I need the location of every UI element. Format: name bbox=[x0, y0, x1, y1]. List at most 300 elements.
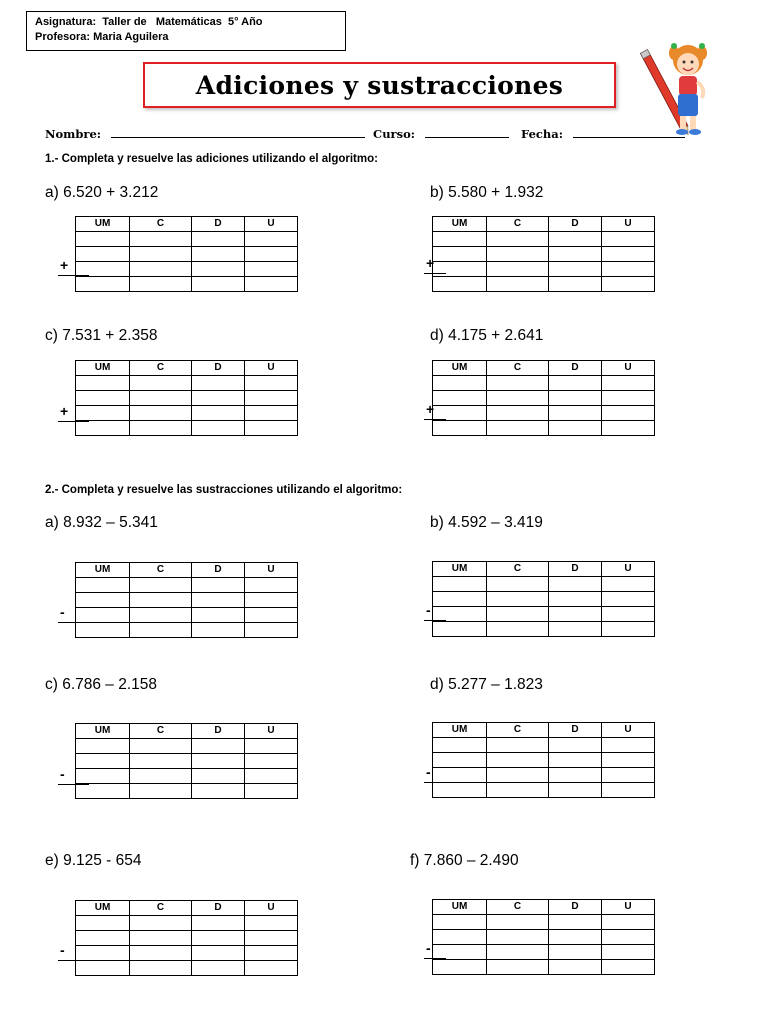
grid-header-cell: UM bbox=[433, 723, 487, 738]
place-value-grid bbox=[75, 360, 298, 436]
grid-cell[interactable] bbox=[192, 262, 245, 277]
grid-header-cell: C bbox=[130, 361, 192, 376]
grid-row bbox=[433, 945, 655, 960]
operation-sign: - bbox=[426, 764, 431, 780]
grid-cell[interactable] bbox=[245, 784, 298, 799]
sum-line bbox=[58, 784, 89, 785]
grid-cell[interactable] bbox=[76, 916, 130, 931]
grid-cell[interactable] bbox=[245, 232, 298, 247]
grid-row bbox=[76, 739, 298, 754]
header-info-box bbox=[26, 11, 346, 51]
grid-cell[interactable] bbox=[549, 406, 602, 421]
grid-cell[interactable] bbox=[245, 277, 298, 292]
grid-cell[interactable] bbox=[487, 406, 549, 421]
grid-cell[interactable] bbox=[130, 578, 192, 593]
operation-sign: - bbox=[60, 766, 65, 782]
grid-header-cell: UM bbox=[433, 900, 487, 915]
grid-cell[interactable] bbox=[130, 739, 192, 754]
grid-cell[interactable] bbox=[192, 608, 245, 623]
grid-cell[interactable] bbox=[192, 754, 245, 769]
grid-cell[interactable] bbox=[76, 623, 130, 638]
grid-cell[interactable] bbox=[487, 768, 549, 783]
grid-cell[interactable] bbox=[602, 577, 655, 592]
grid-row bbox=[433, 262, 655, 277]
grid-header-cell: UM bbox=[433, 361, 487, 376]
grid-cell[interactable] bbox=[487, 247, 549, 262]
grid-cell[interactable] bbox=[487, 277, 549, 292]
grid-cell[interactable] bbox=[487, 577, 549, 592]
grid-cell[interactable] bbox=[76, 593, 130, 608]
grid-row bbox=[76, 421, 298, 436]
grid-header-cell: D bbox=[549, 217, 602, 232]
exercise-label: f) 7.860 – 2.490 bbox=[410, 852, 519, 869]
grid-cell[interactable] bbox=[192, 961, 245, 976]
grid-cell[interactable] bbox=[549, 592, 602, 607]
grid-cell[interactable] bbox=[245, 608, 298, 623]
grid-row bbox=[76, 754, 298, 769]
grid-cell[interactable] bbox=[549, 247, 602, 262]
place-value-grid bbox=[432, 216, 655, 292]
grid-cell[interactable] bbox=[245, 769, 298, 784]
grid-row bbox=[76, 262, 298, 277]
grid-cell[interactable] bbox=[602, 768, 655, 783]
grid-row bbox=[433, 376, 655, 391]
grid-cell[interactable] bbox=[76, 247, 130, 262]
grid-header-row bbox=[433, 562, 655, 577]
grid-header-cell: UM bbox=[76, 217, 130, 232]
grid-cell[interactable] bbox=[433, 960, 487, 975]
grid-header-cell: UM bbox=[76, 724, 130, 739]
grid-header-cell: U bbox=[602, 361, 655, 376]
grid-cell[interactable] bbox=[549, 622, 602, 637]
exercise-label: d) 4.175 + 2.641 bbox=[430, 327, 544, 344]
grid-cell[interactable] bbox=[487, 960, 549, 975]
grid-cell[interactable] bbox=[549, 421, 602, 436]
grid-row bbox=[76, 406, 298, 421]
grid-cell[interactable] bbox=[76, 754, 130, 769]
grid-header-cell: C bbox=[130, 217, 192, 232]
grid-cell[interactable] bbox=[487, 930, 549, 945]
operation-sign: - bbox=[60, 942, 65, 958]
grid-cell[interactable] bbox=[130, 623, 192, 638]
page-title: Adiciones y sustracciones bbox=[195, 70, 564, 100]
place-value-grid bbox=[432, 899, 655, 975]
grid-cell[interactable] bbox=[245, 931, 298, 946]
grid-header-cell: U bbox=[602, 562, 655, 577]
grid-cell[interactable] bbox=[245, 946, 298, 961]
grid-cell[interactable] bbox=[549, 768, 602, 783]
grid-row bbox=[433, 930, 655, 945]
grid-cell[interactable] bbox=[602, 421, 655, 436]
grid-cell[interactable] bbox=[487, 421, 549, 436]
grid-cell[interactable] bbox=[602, 915, 655, 930]
grid-cell[interactable] bbox=[245, 262, 298, 277]
grid-cell[interactable] bbox=[192, 376, 245, 391]
grid-cell[interactable] bbox=[433, 753, 487, 768]
grid-row bbox=[433, 592, 655, 607]
grid-header-row bbox=[433, 217, 655, 232]
grid-cell[interactable] bbox=[487, 915, 549, 930]
grid-cell[interactable] bbox=[192, 578, 245, 593]
grid-cell[interactable] bbox=[192, 593, 245, 608]
operation-sign: - bbox=[426, 940, 431, 956]
grid-cell[interactable] bbox=[130, 232, 192, 247]
girl-with-pencil-illustration bbox=[636, 38, 716, 138]
grid-cell[interactable] bbox=[602, 960, 655, 975]
grid-row bbox=[76, 608, 298, 623]
operation-sign: + bbox=[60, 403, 69, 419]
grid-cell[interactable] bbox=[487, 391, 549, 406]
grid-cell[interactable] bbox=[192, 946, 245, 961]
grid-cell[interactable] bbox=[130, 376, 192, 391]
grid-cell[interactable] bbox=[549, 930, 602, 945]
grid-cell[interactable] bbox=[602, 945, 655, 960]
grid-row bbox=[76, 391, 298, 406]
grid-cell[interactable] bbox=[130, 391, 192, 406]
grid-header-cell: U bbox=[602, 900, 655, 915]
grid-cell[interactable] bbox=[76, 391, 130, 406]
grid-cell[interactable] bbox=[76, 961, 130, 976]
grid-cell[interactable] bbox=[433, 262, 487, 277]
grid-cell[interactable] bbox=[130, 754, 192, 769]
grid-row bbox=[76, 769, 298, 784]
grid-header-cell: C bbox=[130, 901, 192, 916]
grid-cell[interactable] bbox=[130, 916, 192, 931]
place-value-grid bbox=[432, 722, 655, 798]
grid-cell[interactable] bbox=[487, 232, 549, 247]
grid-cell[interactable] bbox=[192, 769, 245, 784]
grid-cell[interactable] bbox=[192, 421, 245, 436]
grid-cell[interactable] bbox=[487, 607, 549, 622]
grid-cell[interactable] bbox=[76, 376, 130, 391]
grid-header-cell: C bbox=[487, 217, 549, 232]
date-label: Fecha: bbox=[521, 127, 563, 141]
grid-cell[interactable] bbox=[549, 577, 602, 592]
grid-cell[interactable] bbox=[602, 592, 655, 607]
name-label: Nombre: bbox=[45, 127, 102, 141]
grid-header-cell: U bbox=[245, 563, 298, 578]
grid-cell[interactable] bbox=[433, 247, 487, 262]
operation-sign: - bbox=[426, 602, 431, 618]
grid-cell[interactable] bbox=[192, 247, 245, 262]
grid-cell[interactable] bbox=[549, 607, 602, 622]
grid-row bbox=[433, 622, 655, 637]
grid-header-cell: D bbox=[549, 361, 602, 376]
grid-cell[interactable] bbox=[433, 592, 487, 607]
student-fields bbox=[45, 126, 685, 141]
exercise-label: d) 5.277 – 1.823 bbox=[430, 676, 543, 693]
grid-cell[interactable] bbox=[602, 277, 655, 292]
grid-cell[interactable] bbox=[192, 739, 245, 754]
grid-header-cell: UM bbox=[76, 563, 130, 578]
sum-line bbox=[58, 421, 89, 422]
sum-line bbox=[424, 273, 446, 274]
grid-cell[interactable] bbox=[487, 945, 549, 960]
grid-cell[interactable] bbox=[192, 406, 245, 421]
grid-row bbox=[76, 961, 298, 976]
grid-row bbox=[433, 768, 655, 783]
grid-header-row bbox=[76, 361, 298, 376]
grid-cell[interactable] bbox=[487, 622, 549, 637]
grid-cell[interactable] bbox=[245, 754, 298, 769]
grid-cell[interactable] bbox=[602, 607, 655, 622]
grid-header-cell: C bbox=[130, 724, 192, 739]
grid-cell[interactable] bbox=[76, 931, 130, 946]
grid-cell[interactable] bbox=[602, 406, 655, 421]
grid-header-cell: D bbox=[549, 900, 602, 915]
grid-header-cell: D bbox=[192, 901, 245, 916]
grid-cell[interactable] bbox=[76, 784, 130, 799]
grid-row bbox=[433, 607, 655, 622]
grid-cell[interactable] bbox=[192, 784, 245, 799]
grid-cell[interactable] bbox=[602, 753, 655, 768]
grid-cell[interactable] bbox=[549, 915, 602, 930]
grid-cell[interactable] bbox=[130, 931, 192, 946]
operation-sign: + bbox=[426, 401, 435, 417]
grid-cell[interactable] bbox=[602, 738, 655, 753]
grid-cell[interactable] bbox=[130, 421, 192, 436]
grid-header-row bbox=[433, 723, 655, 738]
exercise-label: b) 5.580 + 1.932 bbox=[430, 184, 544, 201]
grid-header-row bbox=[76, 724, 298, 739]
grid-cell[interactable] bbox=[245, 578, 298, 593]
grid-header-cell: UM bbox=[433, 217, 487, 232]
course-field[interactable] bbox=[425, 126, 509, 138]
grid-cell[interactable] bbox=[245, 739, 298, 754]
grid-cell[interactable] bbox=[549, 376, 602, 391]
grid-cell[interactable] bbox=[130, 262, 192, 277]
grid-cell[interactable] bbox=[192, 623, 245, 638]
grid-row bbox=[433, 783, 655, 798]
grid-cell[interactable] bbox=[76, 578, 130, 593]
grid-cell[interactable] bbox=[245, 406, 298, 421]
grid-row bbox=[76, 623, 298, 638]
sum-line bbox=[58, 275, 89, 276]
grid-cell[interactable] bbox=[549, 262, 602, 277]
title-box bbox=[143, 62, 616, 108]
grid-header-cell: C bbox=[487, 562, 549, 577]
grid-header-cell: C bbox=[487, 361, 549, 376]
grid-cell[interactable] bbox=[245, 391, 298, 406]
grid-header-row bbox=[433, 361, 655, 376]
grid-cell[interactable] bbox=[192, 391, 245, 406]
grid-header-cell: C bbox=[487, 900, 549, 915]
grid-row bbox=[433, 753, 655, 768]
subject-line: Asignatura: Taller de Matemáticas 5° Año bbox=[35, 16, 263, 28]
grid-cell[interactable] bbox=[433, 277, 487, 292]
grid-header-row bbox=[76, 563, 298, 578]
grid-cell[interactable] bbox=[602, 232, 655, 247]
grid-cell[interactable] bbox=[76, 946, 130, 961]
grid-cell[interactable] bbox=[487, 783, 549, 798]
grid-cell[interactable] bbox=[433, 622, 487, 637]
sum-line bbox=[424, 620, 446, 621]
grid-cell[interactable] bbox=[245, 623, 298, 638]
grid-row bbox=[76, 232, 298, 247]
grid-header-cell: D bbox=[192, 563, 245, 578]
grid-row bbox=[433, 915, 655, 930]
grid-header-cell: U bbox=[245, 724, 298, 739]
grid-cell[interactable] bbox=[433, 783, 487, 798]
grid-cell[interactable] bbox=[549, 391, 602, 406]
section1-instruction: 1.- Completa y resuelve las adiciones utilizando el algoritmo: bbox=[45, 153, 378, 165]
grid-row bbox=[433, 391, 655, 406]
grid-cell[interactable] bbox=[130, 769, 192, 784]
operation-sign: - bbox=[60, 604, 65, 620]
grid-cell[interactable] bbox=[130, 961, 192, 976]
exercise-label: c) 6.786 – 2.158 bbox=[45, 676, 158, 693]
grid-row bbox=[433, 960, 655, 975]
operation-sign: + bbox=[60, 257, 69, 273]
grid-header-cell: C bbox=[487, 723, 549, 738]
grid-header-cell: D bbox=[549, 723, 602, 738]
grid-cell[interactable] bbox=[76, 421, 130, 436]
grid-cell[interactable] bbox=[487, 592, 549, 607]
grid-header-row bbox=[433, 900, 655, 915]
exercise-label: a) 8.932 – 5.341 bbox=[45, 514, 158, 531]
grid-cell[interactable] bbox=[76, 277, 130, 292]
grid-header-cell: D bbox=[192, 724, 245, 739]
grid-row bbox=[433, 247, 655, 262]
place-value-grid bbox=[432, 360, 655, 436]
sum-line bbox=[58, 622, 89, 623]
grid-header-cell: UM bbox=[76, 901, 130, 916]
grid-cell[interactable] bbox=[433, 376, 487, 391]
exercise-label: a) 6.520 + 3.212 bbox=[45, 184, 159, 201]
grid-header-cell: UM bbox=[76, 361, 130, 376]
grid-cell[interactable] bbox=[549, 738, 602, 753]
grid-header-cell: U bbox=[245, 901, 298, 916]
grid-header-cell: UM bbox=[433, 562, 487, 577]
grid-row bbox=[433, 406, 655, 421]
grid-row bbox=[76, 593, 298, 608]
grid-cell[interactable] bbox=[76, 406, 130, 421]
grid-cell[interactable] bbox=[192, 232, 245, 247]
grid-row bbox=[76, 247, 298, 262]
grid-cell[interactable] bbox=[245, 961, 298, 976]
grid-cell[interactable] bbox=[602, 622, 655, 637]
section2-instruction: 2.- Completa y resuelve las sustracciones utilizando el algoritmo: bbox=[45, 484, 403, 496]
grid-cell[interactable] bbox=[602, 391, 655, 406]
grid-cell[interactable] bbox=[433, 930, 487, 945]
grid-cell[interactable] bbox=[433, 738, 487, 753]
grid-cell[interactable] bbox=[602, 247, 655, 262]
grid-header-cell: U bbox=[602, 217, 655, 232]
name-field[interactable] bbox=[111, 126, 365, 138]
place-value-grid bbox=[432, 561, 655, 637]
grid-cell[interactable] bbox=[130, 784, 192, 799]
grid-header-cell: U bbox=[245, 217, 298, 232]
grid-cell[interactable] bbox=[130, 247, 192, 262]
grid-cell[interactable] bbox=[130, 406, 192, 421]
grid-cell[interactable] bbox=[433, 391, 487, 406]
sum-line bbox=[424, 782, 446, 783]
exercise-label: e) 9.125 - 654 bbox=[45, 852, 142, 869]
grid-cell[interactable] bbox=[549, 960, 602, 975]
grid-cell[interactable] bbox=[130, 593, 192, 608]
grid-cell[interactable] bbox=[245, 916, 298, 931]
grid-row bbox=[76, 578, 298, 593]
operation-sign: + bbox=[426, 255, 435, 271]
grid-cell[interactable] bbox=[487, 376, 549, 391]
exercise-label: b) 4.592 – 3.419 bbox=[430, 514, 543, 531]
grid-cell[interactable] bbox=[76, 739, 130, 754]
grid-cell[interactable] bbox=[602, 262, 655, 277]
grid-cell[interactable] bbox=[487, 262, 549, 277]
grid-header-cell: D bbox=[192, 361, 245, 376]
grid-row bbox=[433, 738, 655, 753]
grid-header-cell: D bbox=[192, 217, 245, 232]
grid-cell[interactable] bbox=[245, 421, 298, 436]
grid-cell[interactable] bbox=[245, 593, 298, 608]
grid-cell[interactable] bbox=[130, 277, 192, 292]
grid-header-cell: C bbox=[130, 563, 192, 578]
grid-row bbox=[76, 916, 298, 931]
grid-cell[interactable] bbox=[245, 376, 298, 391]
grid-row bbox=[433, 421, 655, 436]
sum-line bbox=[424, 958, 446, 959]
grid-cell[interactable] bbox=[602, 783, 655, 798]
grid-cell[interactable] bbox=[245, 247, 298, 262]
grid-row bbox=[76, 946, 298, 961]
exercise-label: c) 7.531 + 2.358 bbox=[45, 327, 158, 344]
teacher-line: Profesora: Maria Aguilera bbox=[35, 31, 169, 43]
place-value-grid bbox=[75, 900, 298, 976]
grid-cell[interactable] bbox=[76, 232, 130, 247]
grid-cell[interactable] bbox=[549, 753, 602, 768]
grid-row bbox=[76, 784, 298, 799]
grid-cell[interactable] bbox=[549, 232, 602, 247]
grid-cell[interactable] bbox=[602, 376, 655, 391]
grid-cell[interactable] bbox=[192, 931, 245, 946]
date-field[interactable] bbox=[573, 126, 685, 138]
grid-cell[interactable] bbox=[602, 930, 655, 945]
grid-cell[interactable] bbox=[487, 738, 549, 753]
grid-header-cell: U bbox=[602, 723, 655, 738]
grid-cell[interactable] bbox=[549, 277, 602, 292]
course-label: Curso: bbox=[373, 127, 416, 141]
grid-cell[interactable] bbox=[76, 769, 130, 784]
grid-cell[interactable] bbox=[433, 915, 487, 930]
grid-cell[interactable] bbox=[549, 783, 602, 798]
sum-line bbox=[424, 419, 446, 420]
grid-header-row bbox=[76, 901, 298, 916]
grid-header-cell: U bbox=[245, 361, 298, 376]
grid-cell[interactable] bbox=[433, 421, 487, 436]
grid-cell[interactable] bbox=[130, 946, 192, 961]
grid-cell[interactable] bbox=[487, 753, 549, 768]
grid-cell[interactable] bbox=[76, 608, 130, 623]
place-value-grid bbox=[75, 562, 298, 638]
grid-header-cell: D bbox=[549, 562, 602, 577]
grid-cell[interactable] bbox=[549, 945, 602, 960]
grid-row bbox=[76, 376, 298, 391]
grid-cell[interactable] bbox=[433, 232, 487, 247]
grid-header-row bbox=[76, 217, 298, 232]
grid-cell[interactable] bbox=[433, 577, 487, 592]
grid-cell[interactable] bbox=[192, 277, 245, 292]
grid-row bbox=[433, 232, 655, 247]
place-value-grid bbox=[75, 723, 298, 799]
grid-row bbox=[433, 577, 655, 592]
grid-cell[interactable] bbox=[433, 768, 487, 783]
grid-row bbox=[433, 277, 655, 292]
grid-cell[interactable] bbox=[192, 916, 245, 931]
place-value-grid bbox=[75, 216, 298, 292]
grid-row bbox=[76, 277, 298, 292]
sum-line bbox=[58, 960, 89, 961]
grid-cell[interactable] bbox=[130, 608, 192, 623]
